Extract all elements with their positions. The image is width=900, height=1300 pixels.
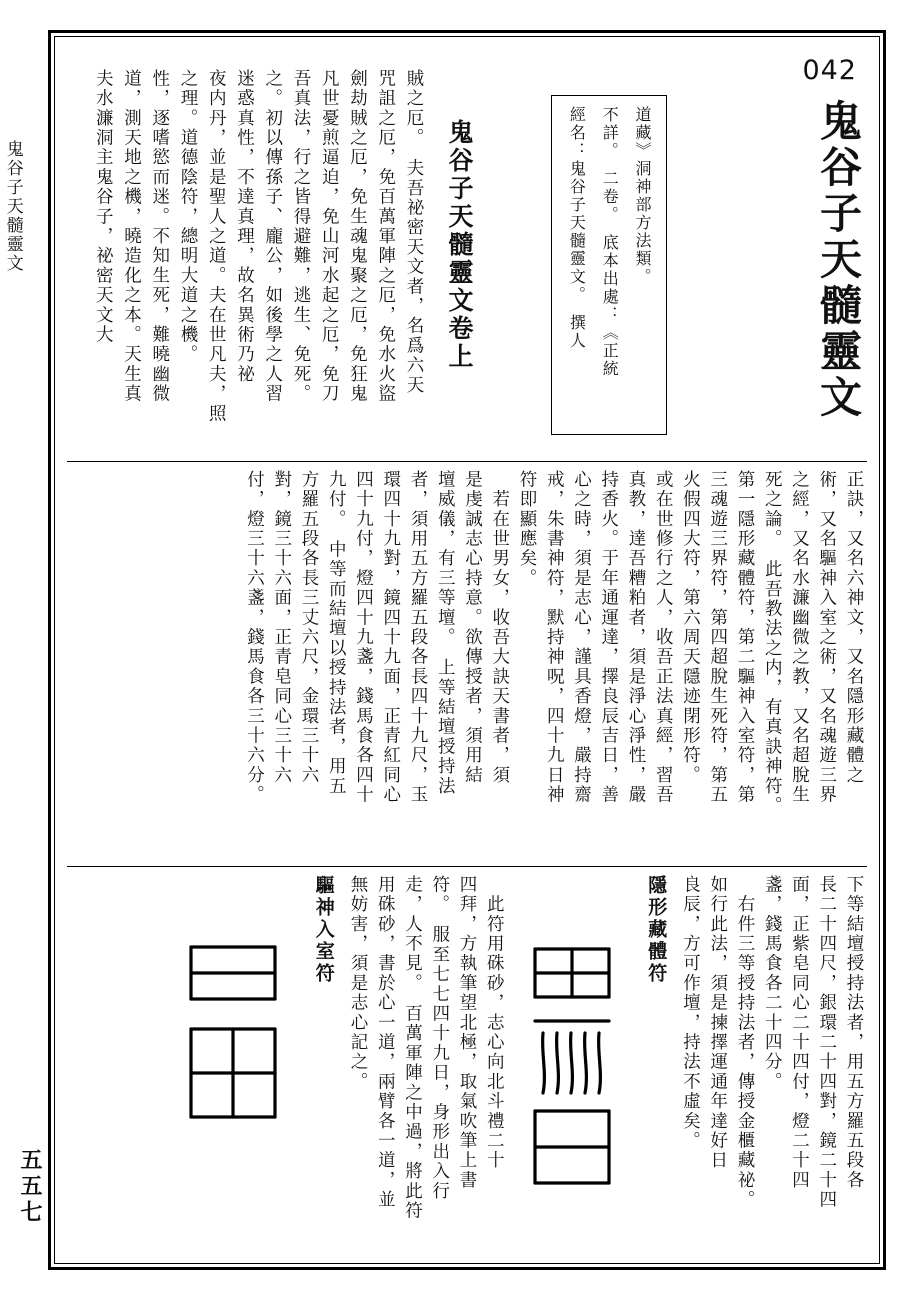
text-column: 第一隱形藏體符，第二驅神入室符，第 (735, 470, 755, 805)
text-column: 持香火。于年通運達，擇良辰吉日，善 (598, 470, 619, 805)
text-column: 道，測天地之機，曉造化之本。天生真 (121, 69, 142, 404)
text-column: 對，鏡三十六面，正青皂同心三十六 (271, 470, 292, 786)
page-number: 五五七 (17, 1148, 43, 1226)
talisman-label-summon-spirit: 驅神入室符 (312, 875, 335, 985)
text-column: 火假四大符，第六周天隱迹閉形符。 (680, 470, 701, 786)
text-column: 迷惑真性，不達真理，故名異術乃祕 (234, 69, 255, 385)
text-column: 是虔誠志心持意。欲傳授者，須用結 (462, 470, 483, 786)
text-column: 者，須用五方羅五段各長四十九尺，玉 (408, 470, 428, 805)
section-divider (67, 866, 867, 867)
text-column: 或在世修行之人，收吾正法真經，習吾 (653, 470, 674, 805)
volume-title: 鬼谷子天髓靈文卷上 (445, 119, 474, 371)
page-side-title-main: 鬼谷子天髓靈文 (2, 140, 23, 273)
text-column: 下等結壇授持法者，用五方羅五段各 (844, 875, 864, 1191)
text-column: 長二十四尺，銀環二十四對，鏡二十四 (816, 875, 837, 1210)
text-column: 術，又名驅神入室之術，又名魂遊三界 (816, 470, 837, 805)
text-column: 符。 服至七七四十九日，身形出入行 (429, 875, 450, 1202)
text-column: 良辰，方可作壇，持法不虛矣。 (680, 875, 701, 1151)
metadata-line: 道藏》洞神部方法類。 (633, 106, 652, 286)
text-column: 三魂遊三界符，第四超脫生死符，第五 (707, 470, 728, 805)
text-column: 九付。 中等而結壇以授持法者，用五 (326, 470, 347, 797)
text-column: 賊之厄。 夫吾祕密天文者，名爲六天 (404, 69, 424, 396)
text-column: 之。初以傳孫子、龐公，如後學之人習 (262, 69, 283, 404)
text-column: 凡世憂煎逼迫，免山河水起之厄，免刀 (319, 69, 340, 404)
text-column: 方羅五段各長三丈六尺，金環三十六 (299, 470, 319, 786)
talisman-glyph-summon-spirit (175, 933, 295, 1213)
header-block (67, 47, 867, 455)
talisman-block (67, 875, 867, 1275)
text-column: 壇威儀，有三等壇。 上等結壇授持法 (435, 470, 456, 797)
text-column: 吾真法，行之皆得避難，逃生、免死。 (291, 69, 311, 404)
metadata-box (551, 95, 667, 435)
document-title: 鬼谷子天髓靈文 (814, 99, 863, 421)
page-frame-inner (54, 36, 880, 1264)
text-column: 真教，達吾糟粕者，須是淨心淨性，嚴 (626, 470, 646, 805)
text-column: 走，人不見。 百萬軍陣之中過，將此符 (402, 875, 423, 1221)
page-side-title (2, 96, 44, 273)
text-column: 心之時，須是志心，謹具香燈，嚴持齋 (571, 470, 592, 805)
text-column: 右件三等授持法者，傳授金櫃藏祕。 (735, 875, 755, 1210)
text-column: 符即顯應矣。 (517, 470, 537, 589)
text-column: 此符用硃砂，志心向北斗禮二十 (484, 875, 505, 1171)
text-column: 性，逐嗜慾而迷。不知生死，難曉幽微 (149, 69, 170, 404)
text-column: 之經，又名水濂幽微之教，又名超脫生 (789, 470, 810, 805)
text-column: 夜内丹，並是聖人之道。夫在世凡夫，照 (206, 69, 227, 424)
text-column: 環四十九對，鏡四十九面，正青紅同心 (380, 470, 401, 805)
text-column: 之理。道德陰符，總明大道之機。 (178, 69, 198, 365)
text-column: 夫水濂洞主鬼谷子，祕密天文大 (93, 69, 114, 345)
text-column: 劍劫賊之厄，免生魂鬼聚之厄，免狂鬼 (347, 69, 368, 404)
page-frame (48, 30, 886, 1270)
text-column: 戒，朱書神符，默持神呪，四十九日神 (544, 470, 565, 805)
section-divider (67, 461, 867, 462)
text-column: 死之論。 此吾教法之内，有真訣神符。 (762, 470, 783, 816)
text-column: 咒詛之厄，免百萬軍陣之厄，免水火盜 (375, 69, 396, 404)
talisman-glyph-hidden-form (517, 933, 627, 1203)
document-number: 042 (802, 55, 857, 86)
text-column: 四十九付，燈四十九盞，錢馬食各四十 (353, 470, 374, 805)
metadata-line: 不詳。 二卷。 底本出處：《正統 (600, 106, 620, 378)
text-column: 若在世男女，收吾大訣天書者，須 (489, 470, 510, 786)
top-body-text (88, 69, 427, 449)
text-column: 盞，錢馬食各二十四分。 (762, 875, 783, 1092)
text-column: 用硃砂，書於心一道，兩臂各一道，並 (375, 875, 396, 1210)
text-column: 正訣，又名六神文，又名隱形藏體之 (844, 470, 864, 786)
main-body-block (67, 470, 867, 860)
metadata-line: 經名：鬼谷子天髓靈文。 撰人 (567, 106, 587, 350)
text-column: 面，正紫皂同心二十四付，燈二十四 (789, 875, 810, 1191)
text-column: 如行此法，須是揀擇運通年達好日 (707, 875, 728, 1171)
text-column: 四拜，方執筆望北極，取氣吹筆上書 (457, 875, 477, 1191)
text-column: 無妨害，須是志心記之。 (348, 875, 368, 1092)
talisman-label-hidden-form: 隱形藏體符 (645, 875, 668, 985)
text-column: 付，燈三十六盞，錢馬食各三十六分。 (244, 470, 265, 805)
